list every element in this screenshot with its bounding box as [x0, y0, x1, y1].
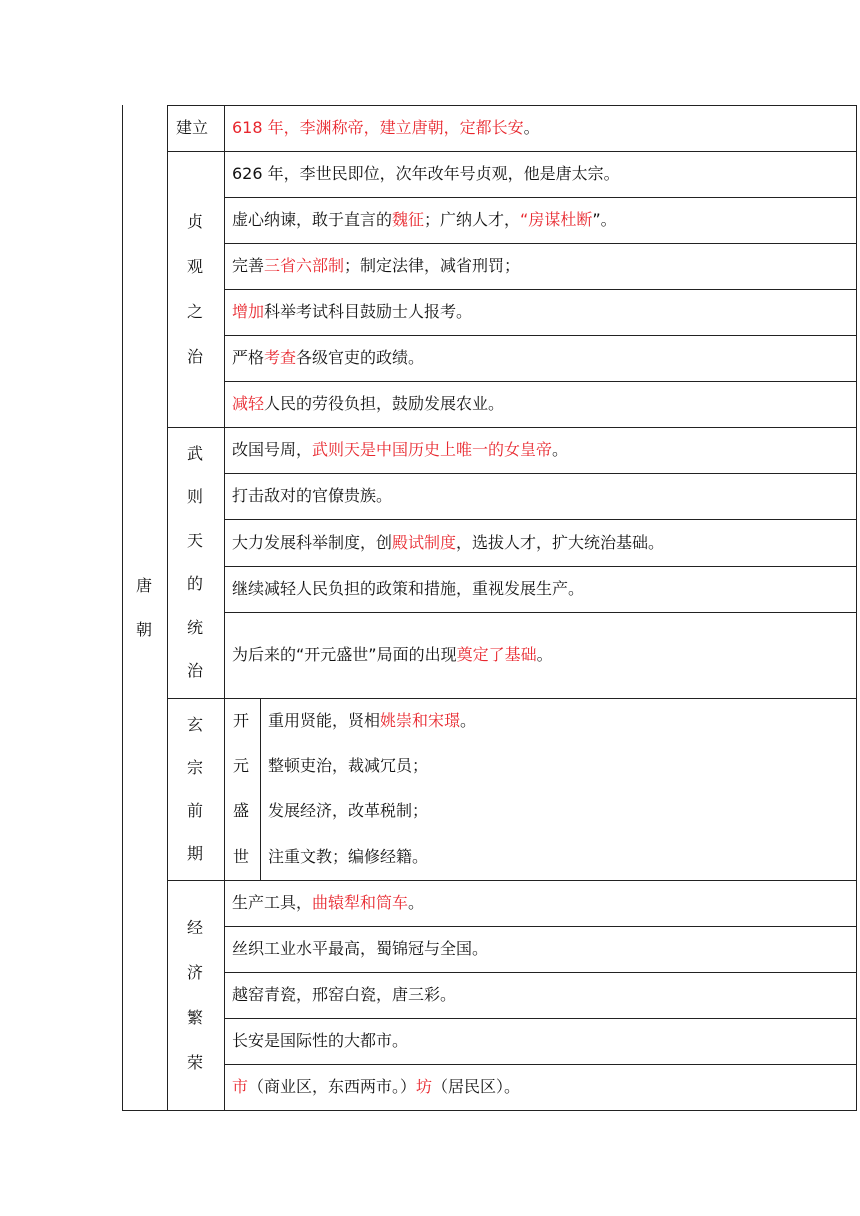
- dynasty-label-char: 唐: [135, 575, 152, 595]
- table-border: [856, 105, 857, 1111]
- body-text: ”。: [592, 210, 617, 229]
- sublabel-char: 元: [232, 755, 249, 775]
- table-border: [167, 105, 857, 106]
- section-label-char: 玄: [186, 714, 203, 734]
- body-text: 。: [408, 893, 425, 912]
- sublabel-char: 盛: [232, 801, 249, 820]
- table-border: [224, 926, 857, 927]
- body-text: 继续减轻人民负担的政策和措施，重视发展生产。: [232, 579, 585, 598]
- body-text: 发展经济，改革税制；: [268, 801, 429, 820]
- body-text: 越窑青瓷，邢窑白瓷，唐三彩。: [232, 985, 457, 1004]
- section-label-char: 济: [186, 962, 203, 982]
- table-border: [224, 519, 857, 520]
- highlight-text: 减轻: [232, 394, 265, 413]
- section-label-char: 经: [186, 917, 203, 937]
- body-text: （居民区）。: [432, 1077, 521, 1096]
- table-row-text: [232, 256, 520, 276]
- table-row-text: [232, 348, 424, 368]
- table-row-text: [232, 210, 617, 230]
- highlight-text: 坊: [416, 1077, 433, 1096]
- table-border: [224, 566, 857, 567]
- body-text: 。: [460, 710, 477, 730]
- table-border: [224, 197, 857, 198]
- highlight-text: 武则天是中国历史上唯一的女皇帝: [312, 440, 553, 459]
- highlight-text: 三省六部制: [264, 256, 345, 275]
- section-label-char: 前: [186, 800, 203, 820]
- body-text: 改国号周，: [232, 440, 313, 459]
- body-text: 打击敌对的官僚贵族。: [232, 486, 393, 505]
- body-text: 。: [536, 645, 553, 664]
- table-border: [224, 473, 857, 474]
- table-row-text: [232, 1031, 408, 1051]
- body-text: ；制定法律，减省刑罚；: [344, 256, 521, 275]
- body-text: 重用贤能，贤相: [268, 710, 381, 730]
- section-label-char: 统: [186, 617, 203, 637]
- table-border: [260, 698, 261, 880]
- table-border: [224, 1064, 857, 1065]
- table-border: [122, 1110, 167, 1111]
- table-border: [167, 427, 857, 428]
- table-border: [224, 972, 857, 973]
- highlight-text: 618 年，李渊称帝，建立唐朝，定都长安: [232, 118, 524, 137]
- table-row-text: [232, 985, 456, 1005]
- table-row-text: [232, 579, 584, 599]
- table-border: [224, 105, 225, 1111]
- table-row-text: [268, 711, 476, 731]
- sublabel-char: 开: [232, 710, 249, 730]
- section-label-char: 繁: [186, 1007, 203, 1027]
- section-label-char: 治: [186, 346, 203, 366]
- highlight-text: 殿试制度: [392, 532, 457, 552]
- table-border: [224, 289, 857, 290]
- body-text: 虚心纳谏，敢于直言的: [232, 210, 393, 229]
- table-row-text: [232, 486, 392, 506]
- body-text: 为后来的“开元盛世”局面的出现: [232, 645, 457, 664]
- body-text: 人民的劳役负担，鼓励发展农业。: [264, 394, 505, 413]
- dynasty-label-char: 朝: [135, 619, 152, 639]
- body-text: 各级官吏的政绩。: [296, 348, 425, 367]
- body-text: 。: [552, 440, 569, 459]
- section-label-char: 则: [186, 487, 203, 507]
- table-border: [167, 880, 857, 881]
- body-text: 。: [523, 118, 540, 137]
- body-text: 生产工具，: [232, 893, 313, 912]
- section-label-char: 贞: [186, 211, 203, 231]
- body-text: 完善: [232, 256, 265, 275]
- table-border: [167, 151, 857, 152]
- body-text: ；广纳人才，: [424, 210, 521, 229]
- table-border: [224, 1018, 857, 1019]
- table-row-text: [268, 847, 428, 867]
- table-border: [224, 381, 857, 382]
- table-border: [122, 105, 123, 1111]
- section-label-char: 观: [186, 256, 203, 276]
- table-row-text: [268, 756, 428, 776]
- section-label-char: 期: [186, 843, 203, 863]
- body-text: ，选拔人才，扩大统治基础。: [456, 532, 665, 552]
- table-row-text: [232, 164, 620, 184]
- section-label-char: 的: [186, 574, 203, 594]
- table-border: [167, 1110, 857, 1111]
- body-text: （商业区，东西两市。）: [248, 1077, 417, 1096]
- section-label-char: 治: [186, 661, 203, 681]
- body-text: 严格: [232, 348, 265, 367]
- section-label-char: 之: [186, 301, 203, 321]
- table-border: [224, 612, 857, 613]
- table-row-text: [232, 533, 664, 553]
- body-text: 丝织工业水平最高，蜀锦冠与全国。: [232, 939, 489, 958]
- section-label-char: 荣: [186, 1052, 203, 1072]
- highlight-text: 魏征: [392, 210, 425, 229]
- highlight-text: 曲辕犁和筒车: [312, 893, 409, 912]
- section-label: 建立: [176, 118, 209, 137]
- body-text: 整顿吏治，裁减冗员；: [268, 755, 429, 775]
- table-row-text: [232, 893, 424, 913]
- sublabel-char: 世: [232, 847, 249, 866]
- table-border: [167, 698, 857, 699]
- table-border: [224, 243, 857, 244]
- highlight-text: “房谋杜断: [520, 210, 593, 229]
- table-row-text: [232, 440, 568, 460]
- table-row-text: [232, 1077, 520, 1097]
- table-border: [224, 335, 857, 336]
- table-row-text: [232, 939, 488, 959]
- table-row-text: [268, 801, 428, 821]
- table-row-text: [232, 394, 504, 414]
- body-text: 注重文教；编修经籍。: [268, 847, 429, 866]
- table-row-text: [232, 645, 553, 665]
- highlight-text: 姚崇和宋璟: [380, 710, 461, 730]
- body-text: 大力发展科举制度，创: [232, 532, 393, 552]
- table-row-text: [232, 302, 472, 322]
- highlight-text: 考查: [264, 348, 297, 367]
- body-text: 长安是国际性的大都市。: [232, 1031, 409, 1050]
- highlight-text: 市: [232, 1077, 249, 1096]
- body-text: 科举考试科目鼓励士人报考。: [264, 302, 473, 321]
- section-label-char: 天: [186, 530, 203, 550]
- table-border: [167, 105, 168, 1111]
- body-text: 626 年，李世民即位，次年改年号贞观，他是唐太宗。: [232, 164, 620, 183]
- highlight-text: 增加: [232, 302, 265, 321]
- table-row-text: [232, 118, 540, 138]
- highlight-text: 奠定了基础: [456, 645, 537, 664]
- section-label-char: 武: [186, 443, 203, 463]
- section-label-char: 宗: [186, 757, 203, 777]
